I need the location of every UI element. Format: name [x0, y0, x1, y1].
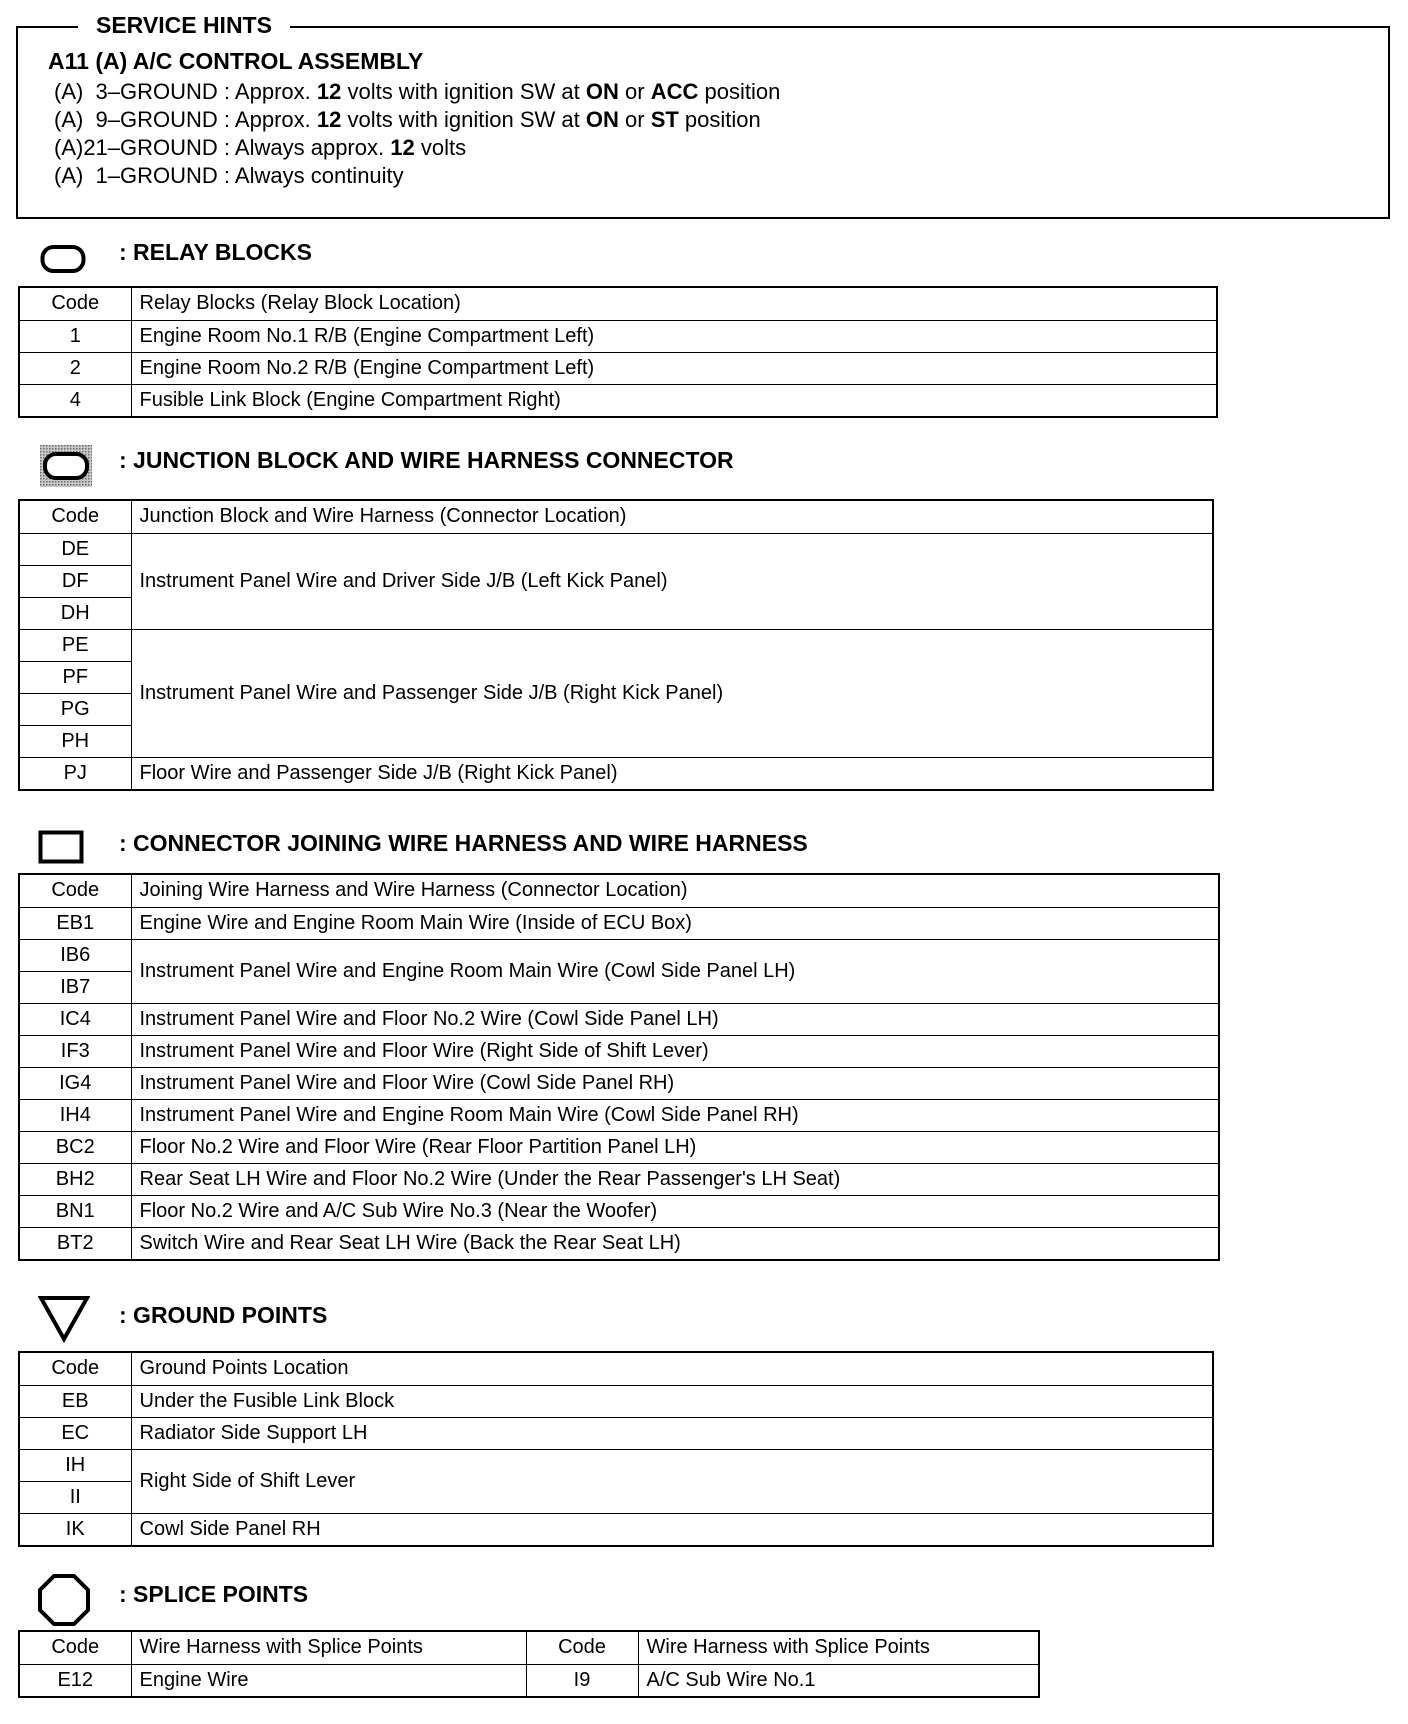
splice-points-table [18, 1630, 1040, 1698]
hint-text: volts with ignition SW at [341, 107, 586, 132]
service-hint-line [54, 162, 404, 190]
header-desc: Relay Blocks (Relay Block Location) [131, 287, 1217, 320]
hint-text: position [678, 107, 761, 132]
table-row [19, 939, 1219, 971]
connectors-title: : CONNECTOR JOINING WIRE HARNESS AND WIRE HARNESS [119, 830, 808, 856]
junction-block-table [18, 499, 1214, 791]
description-cell: A/C Sub Wire No.1 [638, 1664, 1039, 1697]
ground-points-title: : GROUND POINTS [119, 1302, 328, 1328]
code-cell: 4 [19, 384, 131, 417]
description-cell: Engine Wire [131, 1664, 526, 1697]
table-header-row [19, 500, 1213, 533]
shaded-rounded-rectangle-icon [40, 445, 92, 487]
relay-blocks-table [18, 286, 1218, 418]
table-row [19, 1067, 1219, 1099]
table-row [19, 1163, 1219, 1195]
code-cell: IC4 [19, 1003, 131, 1035]
description-cell: Under the Fusible Link Block [131, 1385, 1213, 1417]
junction-block-title: : JUNCTION BLOCK AND WIRE HARNESS CONNECTOR [119, 447, 734, 473]
hint-emphasis: ST [650, 107, 679, 132]
description-cell: Engine Wire and Engine Room Main Wire (Inside of ECU Box) [131, 907, 1219, 939]
description-cell: Radiator Side Support LH [131, 1417, 1213, 1449]
code-cell: EC [19, 1417, 131, 1449]
table-row [19, 320, 1217, 352]
code-cell: II [19, 1481, 131, 1513]
rectangle-icon [38, 830, 84, 864]
description-cell: Instrument Panel Wire and Floor Wire (Cowl Side Panel RH) [131, 1067, 1219, 1099]
hint-emphasis: 12 [316, 107, 342, 132]
hint-text: (A) 9–GROUND : Approx. [54, 107, 317, 132]
table-row [19, 907, 1219, 939]
code-cell: I9 [526, 1664, 638, 1697]
code-cell: DF [19, 565, 131, 597]
header-code-2: Code [526, 1631, 638, 1664]
header-desc-2: Wire Harness with Splice Points [638, 1631, 1039, 1664]
code-cell: BN1 [19, 1195, 131, 1227]
code-cell: DE [19, 533, 131, 565]
rounded-rectangle-icon [40, 244, 86, 274]
code-cell: BT2 [19, 1227, 131, 1260]
description-cell: Instrument Panel Wire and Engine Room Main Wire (Cowl Side Panel LH) [131, 939, 1219, 1003]
table-row [19, 1664, 1039, 1697]
header-code-1: Code [19, 1631, 131, 1664]
code-cell: PE [19, 629, 131, 661]
header-desc: Joining Wire Harness and Wire Harness (Connector Location) [131, 874, 1219, 907]
code-cell: PG [19, 693, 131, 725]
code-cell: 2 [19, 352, 131, 384]
service-hints-title: SERVICE HINTS [78, 10, 290, 40]
code-cell: PJ [19, 757, 131, 790]
description-cell: Instrument Panel Wire and Engine Room Main Wire (Cowl Side Panel RH) [131, 1099, 1219, 1131]
hint-emphasis: ACC [650, 79, 699, 104]
code-cell: IH [19, 1449, 131, 1481]
code-cell: EB1 [19, 907, 131, 939]
header-code: Code [19, 287, 131, 320]
relay-blocks-title: : RELAY BLOCKS [119, 239, 312, 265]
header-desc: Ground Points Location [131, 1352, 1213, 1385]
table-row [19, 1195, 1219, 1227]
code-cell: BH2 [19, 1163, 131, 1195]
hint-emphasis: 12 [390, 135, 415, 160]
header-desc-1: Wire Harness with Splice Points [131, 1631, 526, 1664]
table-row [19, 352, 1217, 384]
code-cell: IH4 [19, 1099, 131, 1131]
octagon-icon [38, 1574, 90, 1626]
table-row [19, 1513, 1213, 1546]
table-row [19, 1099, 1219, 1131]
service-hints-heading: A11 (A) A/C CONTROL ASSEMBLY [48, 48, 424, 74]
description-cell: Floor No.2 Wire and Floor Wire (Rear Floor Partition Panel LH) [131, 1131, 1219, 1163]
table-row [19, 384, 1217, 417]
hint-emphasis: 12 [316, 79, 342, 104]
description-cell: Right Side of Shift Lever [131, 1449, 1213, 1513]
table-header-row [19, 287, 1217, 320]
table-row [19, 1417, 1213, 1449]
description-cell: Engine Room No.2 R/B (Engine Compartment Left) [131, 352, 1217, 384]
hint-text: volts with ignition SW at [341, 79, 586, 104]
table-row [19, 1449, 1213, 1481]
code-cell: PH [19, 725, 131, 757]
service-hint-line [54, 106, 761, 134]
ground-points-table [18, 1351, 1214, 1547]
code-cell: DH [19, 597, 131, 629]
hint-text: (A) 3–GROUND : Approx. [54, 79, 317, 104]
table-row [19, 629, 1213, 661]
description-cell: Floor Wire and Passenger Side J/B (Right Kick Panel) [131, 757, 1213, 790]
splice-points-title: : SPLICE POINTS [119, 1581, 309, 1607]
description-cell: Rear Seat LH Wire and Floor No.2 Wire (Under the Rear Passenger's LH Seat) [131, 1163, 1219, 1195]
hint-emphasis: ON [585, 107, 619, 132]
hint-text: or [618, 107, 651, 132]
code-cell: IB6 [19, 939, 131, 971]
service-hint-line [54, 134, 466, 162]
table-row [19, 533, 1213, 565]
code-cell: IK [19, 1513, 131, 1546]
hint-emphasis: ON [585, 79, 619, 104]
hint-text: or [618, 79, 651, 104]
connectors-table [18, 873, 1220, 1261]
description-cell: Instrument Panel Wire and Floor Wire (Right Side of Shift Lever) [131, 1035, 1219, 1067]
description-cell: Instrument Panel Wire and Floor No.2 Wire (Cowl Side Panel LH) [131, 1003, 1219, 1035]
description-cell: Instrument Panel Wire and Passenger Side J/B (Right Kick Panel) [131, 629, 1213, 757]
description-cell: Fusible Link Block (Engine Compartment Right) [131, 384, 1217, 417]
down-triangle-icon [38, 1295, 90, 1343]
code-cell: E12 [19, 1664, 131, 1697]
table-header-row [19, 874, 1219, 907]
code-cell: EB [19, 1385, 131, 1417]
description-cell: Floor No.2 Wire and A/C Sub Wire No.3 (Near the Woofer) [131, 1195, 1219, 1227]
description-cell: Switch Wire and Rear Seat LH Wire (Back the Rear Seat LH) [131, 1227, 1219, 1260]
hint-text: (A)21–GROUND : Always approx. [54, 135, 391, 160]
table-header-row [19, 1631, 1039, 1664]
hint-text: volts [414, 135, 467, 160]
header-desc: Junction Block and Wire Harness (Connector Location) [131, 500, 1213, 533]
description-cell: Instrument Panel Wire and Driver Side J/B (Left Kick Panel) [131, 533, 1213, 629]
table-row [19, 1003, 1219, 1035]
service-hint-line [54, 78, 780, 106]
table-row [19, 1227, 1219, 1260]
code-cell: PF [19, 661, 131, 693]
code-cell: BC2 [19, 1131, 131, 1163]
table-header-row [19, 1352, 1213, 1385]
code-cell: 1 [19, 320, 131, 352]
header-code: Code [19, 1352, 131, 1385]
code-cell: IB7 [19, 971, 131, 1003]
description-cell: Cowl Side Panel RH [131, 1513, 1213, 1546]
header-code: Code [19, 500, 131, 533]
table-row [19, 1385, 1213, 1417]
hint-text: position [698, 79, 781, 104]
code-cell: IF3 [19, 1035, 131, 1067]
table-row [19, 1035, 1219, 1067]
description-cell: Engine Room No.1 R/B (Engine Compartment Left) [131, 320, 1217, 352]
header-code: Code [19, 874, 131, 907]
table-row [19, 1131, 1219, 1163]
hint-text: (A) 1–GROUND : Always continuity [54, 163, 404, 188]
code-cell: IG4 [19, 1067, 131, 1099]
table-row [19, 757, 1213, 790]
